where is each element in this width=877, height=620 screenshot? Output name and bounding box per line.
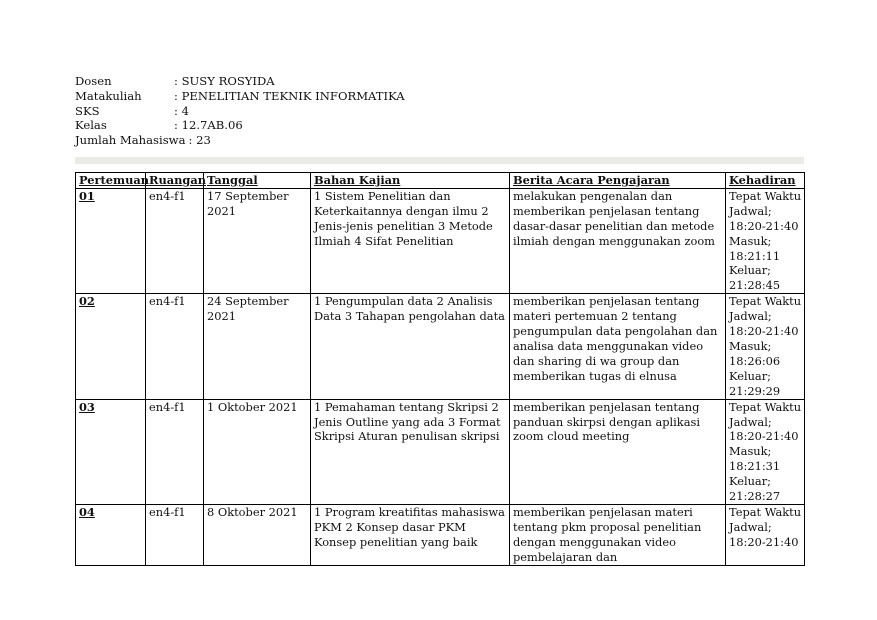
header-berita-acara: Berita Acara Pengajaran xyxy=(510,173,726,189)
kehadiran-jadwal-value: 18:20-21:40 xyxy=(729,534,799,549)
cell-tanggal: 8 Oktober 2021 xyxy=(204,504,311,565)
kehadiran-keluar-value: 21:28:27 xyxy=(729,489,781,504)
cell-bahan-kajian: 1 Program kreatifitas mahasiswa PKM 2 Konsep dasar PKM Konsep penelitian yang baik xyxy=(311,504,510,565)
dosen-row xyxy=(75,74,405,89)
sks-row xyxy=(75,104,405,119)
header-ruangan: Ruangan xyxy=(146,173,204,189)
cell-ruangan: en4-f1 xyxy=(146,399,204,504)
cell-pertemuan: 04 xyxy=(76,504,146,565)
header-kehadiran: Kehadiran xyxy=(726,173,805,189)
sks-value: : 4 xyxy=(174,103,189,118)
cell-bahan-kajian: 1 Sistem Penelitian dan Keterkaitannya dengan ilmu 2 Jenis-jenis penelitian 3 Metode Ilmiah 4 Sifat Penelitian xyxy=(311,188,510,293)
dosen-label: Dosen xyxy=(75,74,112,88)
cell-ruangan: en4-f1 xyxy=(146,294,204,399)
table-row xyxy=(76,399,805,504)
kehadiran-status: Tepat Waktu xyxy=(729,294,802,309)
cell-pertemuan: 02 xyxy=(76,294,146,399)
kelas-value: : 12.7AB.06 xyxy=(174,118,243,133)
cell-berita-acara: memberikan penjelasan materi tentang pkm proposal penelitian dengan menggunakan video pembelajaran dan xyxy=(510,504,726,565)
schedule-table xyxy=(75,172,805,566)
kehadiran-jadwal-label: Jadwal; xyxy=(729,519,772,534)
cell-pertemuan: 01 xyxy=(76,188,146,293)
kehadiran-keluar-label: Keluar; xyxy=(729,474,771,489)
cell-kehadiran xyxy=(726,504,805,565)
kehadiran-status: Tepat Waktu xyxy=(729,504,802,519)
dosen-value: : SUSY ROSYIDA xyxy=(174,74,275,88)
kehadiran-jadwal-label: Jadwal; xyxy=(729,309,772,324)
cell-ruangan: en4-f1 xyxy=(146,188,204,293)
kehadiran-keluar-value: 21:28:45 xyxy=(729,278,781,293)
cell-ruangan: en4-f1 xyxy=(146,504,204,565)
cell-berita-acara: melakukan pengenalan dan memberikan penjelasan tentang dasar-dasar penelitian dan metode ilmiah dengan menggunakan zoom xyxy=(510,188,726,293)
kehadiran-keluar-label: Keluar; xyxy=(729,368,771,383)
matakuliah-label: Matakuliah xyxy=(75,88,142,103)
table-row xyxy=(76,294,805,399)
cell-pertemuan: 03 xyxy=(76,399,146,504)
kelas-label: Kelas xyxy=(75,118,107,133)
matakuliah-row xyxy=(75,89,405,104)
matakuliah-value: : PENELITIAN TEKNIK INFORMATIKA xyxy=(174,88,405,103)
table-header-row xyxy=(76,173,805,189)
cell-kehadiran xyxy=(726,188,805,293)
jumlah-label: Jumlah Mahasiswa xyxy=(75,133,186,148)
header-pertemuan: Pertemuan xyxy=(76,173,146,189)
kehadiran-masuk-label: Masuk; xyxy=(729,338,772,353)
table-row xyxy=(76,188,805,293)
cell-tanggal: 24 September 2021 xyxy=(204,294,311,399)
kehadiran-jadwal-value: 18:20-21:40 xyxy=(729,218,799,233)
jumlah-value: : 23 xyxy=(188,133,211,148)
kehadiran-masuk-label: Masuk; xyxy=(729,233,772,248)
kehadiran-masuk-value: 18:26:06 xyxy=(729,353,781,368)
kelas-row xyxy=(75,118,405,133)
jumlah-row xyxy=(75,133,405,148)
kehadiran-jadwal-label: Jadwal; xyxy=(729,414,772,429)
cell-kehadiran xyxy=(726,399,805,504)
cell-bahan-kajian: 1 Pengumpulan data 2 Analisis Data 3 Tahapan pengolahan data xyxy=(311,294,510,399)
sks-label: SKS xyxy=(75,103,100,118)
cell-bahan-kajian: 1 Pemahaman tentang Skripsi 2 Jenis Outline yang ada 3 Format Skripsi Aturan penulisan skripsi xyxy=(311,399,510,504)
cell-berita-acara: memberikan penjelasan tentang panduan skirpsi dengan aplikasi zoom cloud meeting xyxy=(510,399,726,504)
header-tanggal: Tanggal xyxy=(204,173,311,189)
kehadiran-jadwal-value: 18:20-21:40 xyxy=(729,324,799,339)
kehadiran-masuk-value: 18:21:11 xyxy=(729,248,781,263)
kehadiran-keluar-label: Keluar; xyxy=(729,263,771,278)
cell-berita-acara: memberikan penjelasan tentang materi pertemuan 2 tentang pengumpulan data pengolahan dan analisa data menggunakan video dan sharing di wa group dan memberikan tugas di elnusa xyxy=(510,294,726,399)
kehadiran-jadwal-label: Jadwal; xyxy=(729,203,772,218)
kehadiran-jadwal-value: 18:20-21:40 xyxy=(729,429,799,444)
header-bahan-kajian: Bahan Kajian xyxy=(311,173,510,189)
kehadiran-keluar-value: 21:29:29 xyxy=(729,383,781,398)
course-info xyxy=(75,74,405,148)
table-row xyxy=(76,504,805,565)
cell-tanggal: 17 September 2021 xyxy=(204,188,311,293)
kehadiran-status: Tepat Waktu xyxy=(729,399,802,414)
cell-kehadiran xyxy=(726,294,805,399)
kehadiran-masuk-value: 18:21:31 xyxy=(729,459,781,474)
cell-tanggal: 1 Oktober 2021 xyxy=(204,399,311,504)
kehadiran-masuk-label: Masuk; xyxy=(729,444,772,459)
separator-band xyxy=(75,157,804,164)
kehadiran-status: Tepat Waktu xyxy=(729,188,802,203)
